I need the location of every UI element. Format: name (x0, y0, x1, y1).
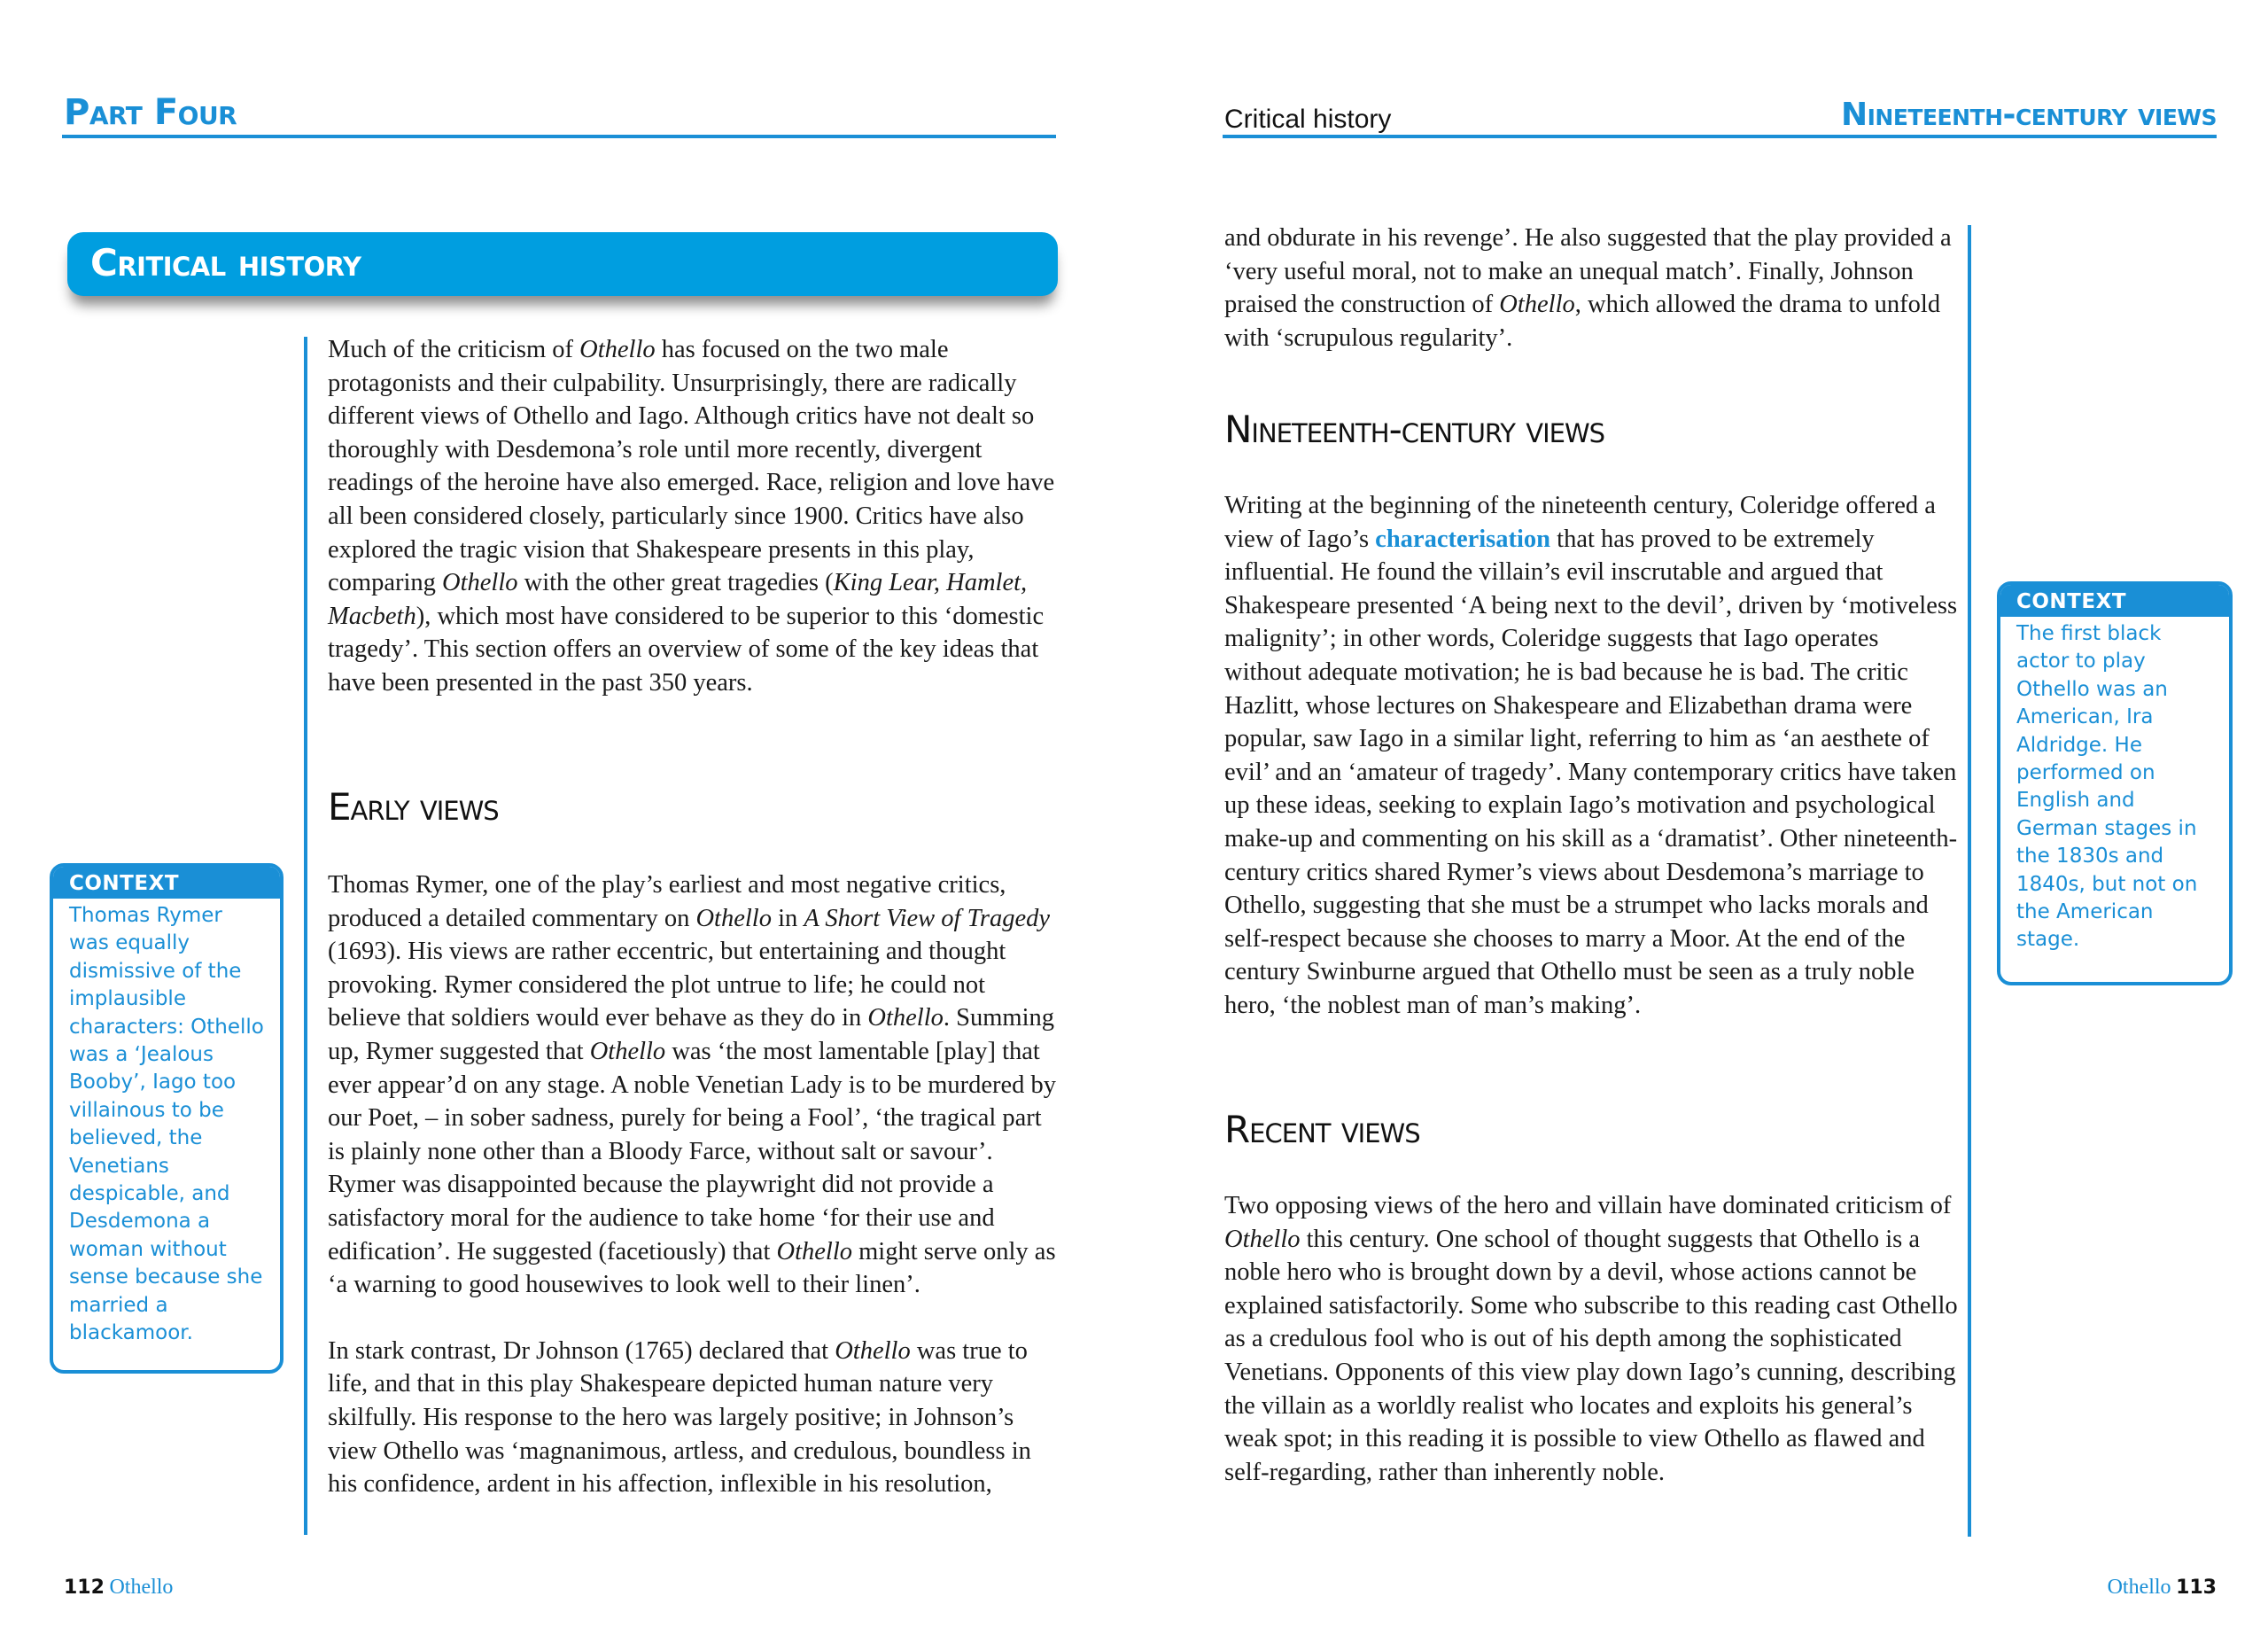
context-text: Thomas Rymer was equally dismissive of the implausible characters: Othello was a ‘Jealous Booby’, Iago too villainous to be believed, the Venetians despicable, and Desdemona a woman without sense because she married a blackamoor. (69, 904, 264, 1345)
margin-rule-left (304, 337, 307, 1535)
right-page (1134, 0, 2268, 1643)
folio-title: Othello (109, 1576, 174, 1599)
context-text: The first black actor to play Othello was an American, Ira Aldridge. He performed on English and German stages in the 1830s and 1840s, but not on the American stage. (2016, 622, 2198, 952)
italic-title: Othello (835, 1336, 911, 1365)
continued-paragraph (1224, 222, 1960, 354)
continued-paragraph-text: and obdurate in his revenge’. He also suggested that the play provided a ‘very useful moral, not to make an unequal match’. Finally, Johnson praised the construction of Othello, which allowed the drama to unfold with ‘scrupulous regularity’. (1224, 224, 1952, 352)
recent-views-heading: Recent views (1224, 1108, 1420, 1151)
nineteenth-century-body (1224, 489, 1960, 1023)
nineteenth-century-paragraph: Writing at the beginning of the nineteenth century, Coleridge offered a view of Iago’s characterisation that has proved to be extremely influential. He found the villain’s evil inscrutable and argued that Shakespeare presented ‘A being next to the devil’, driven by ‘motiveless malignity’; in other words, Coleridge suggests that Iago operates without adequate motivation; he is bad because he is bad. The critic Hazlitt, whose lectures on Shakespeare and Elizabethan drama were popular, saw Iago in a similar light, referring to him as ‘an aesthete of evil’ and an ‘amateur of tragedy’. Many contemporary critics have taken up these ideas, seeking to explain Iago’s motivation and psychological make-up and commenting on his skill as a ‘dramatist’. Other nineteenth-century critics shared Rymer’s views about Desdemona’s marriage to Othello, suggesting that she must be a strumpet who lacks morals and self-respect because she chooses to marry a Moor. At the end of the century Swinburne argued that Othello must be seen as a truly noble hero, ‘the noblest man of man’s making’. (1224, 492, 1958, 1019)
margin-rule-right (1968, 225, 1971, 1537)
folio-left (64, 1576, 173, 1600)
nineteenth-century-heading: Nineteenth-century views (1224, 408, 1605, 451)
early-views-body (328, 868, 1063, 1501)
glossary-keyword-link[interactable]: characterisation (1375, 525, 1551, 553)
italic-title: Othello (442, 569, 518, 597)
context-label: CONTEXT (2000, 585, 2229, 617)
part-label: Part Four (64, 92, 237, 133)
early-views-paragraph-1: Thomas Rymer, one of the play’s earliest and most negative critics, produced a detailed commentary on Othello in A Short View of Tragedy (1693). His views are rather eccentric, but entertaining and thought provoking. Rymer considered the plot untrue to life; he could not believe that soldiers would ever behave as they do in Othello. Summing up, Rymer suggested that Othello was ‘the most lamentable [play] that ever appear’d on any stage. A noble Venetian Lady is to be murdered by our Poet, – in sober sadness, purely for being a Fool’, ‘the tragical part is plainly none other than a Bloody Farce, without salt or savour’. Rymer was disappointed because the playwright did not provide a satisfactory moral for the audience to take home ‘for their use and edification’. He suggested (facetiously) that Othello might serve only as ‘a warning to good housewives to look well to their linen’. (328, 871, 1057, 1299)
context-label: CONTEXT (53, 867, 280, 899)
intro-paragraph (328, 333, 1063, 700)
italic-title: King Lear, Hamlet, Macbeth (328, 569, 1028, 630)
context-box-aldridge (1997, 581, 2233, 985)
section-title: Critical history (90, 241, 361, 284)
running-head-right (1223, 89, 2217, 138)
recent-views-paragraph: Two opposing views of the hero and villain have dominated criticism of Othello this century. One school of thought suggests that Othello is a noble hero who is brought down by a devil, whose actions cannot be explained satisfactorily. Some who subscribe to this reading cast Othello as a credulous fool who is out of his depth among the sophisticated Venetians. Opponents of this view play down Iago’s cunning, describing the villain as a worldly realist who locates and exploits his general’s weak spot; in this reading it is possible to view Othello as flawed and self-regarding, rather than inherently noble. (1224, 1192, 1958, 1486)
context-box-rymer (50, 863, 284, 1374)
recent-views-body (1224, 1189, 1960, 1489)
folio-title: Othello (2107, 1576, 2171, 1599)
early-views-paragraph-2: In stark contrast, Dr Johnson (1765) declared that Othello was true to life, and that in this play Shakespeare depicted human nature very skilfully. His response to the hero was largely positive; in Johnson’s view Othello was ‘magnanimous, artless, and credulous, boundless in his confidence, ardent in his affection, inflexible in his resolution, (328, 1336, 1031, 1499)
page-number: 112 (64, 1577, 105, 1599)
early-views-heading: Early views (328, 785, 499, 829)
italic-title: Othello (1224, 1225, 1301, 1253)
italic-title: Othello (776, 1237, 852, 1265)
folio-right (2108, 1576, 2217, 1600)
italic-title: A Short View of Tragedy (804, 904, 1051, 932)
italic-title: Othello (1499, 291, 1575, 319)
chapter-label: Critical history (1224, 105, 1392, 134)
italic-title: Othello (867, 1004, 944, 1032)
italic-title: Othello (589, 1037, 666, 1065)
running-head-left (62, 89, 1056, 138)
italic-title: Othello (695, 904, 772, 932)
intro-paragraph-text: Much of the criticism of Othello has focused on the two male protagonists and their culpability. Unsurprisingly, there are radically different views of Othello and Iago. Although critics have not dealt so thoroughly with Desdemona’s role until more recently, divergent readings of the heroine have also emerged. Race, religion and love have all been considered closely, particularly since 1900. Critics have also explored the tragic vision that Shakespeare presents in this play, comparing Othello with the other great tragedies (King Lear, Hamlet, Macbeth), which most have considered to be superior to this ‘domestic tragedy’. This section offers an overview of some of the key ideas that have been presented in the past 350 years. (328, 336, 1055, 697)
page-number: 113 (2176, 1577, 2217, 1599)
italic-title: Othello (579, 336, 656, 363)
section-title-banner (67, 232, 1058, 296)
section-label: Nineteenth-century views (1840, 97, 2217, 133)
